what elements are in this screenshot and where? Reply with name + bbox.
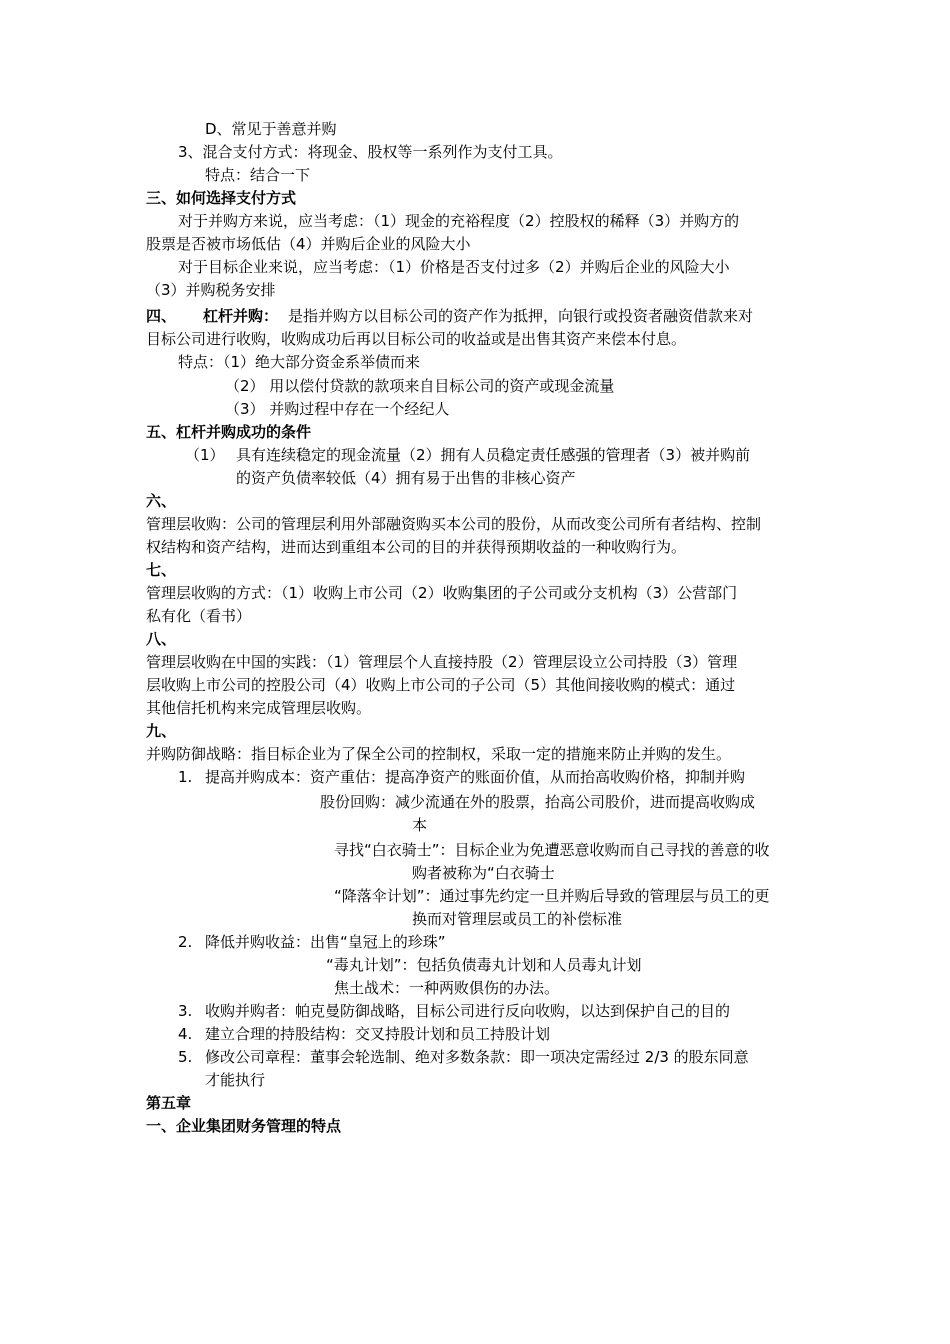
section-heading: 五、杠杆并购成功的条件 (146, 423, 312, 441)
text-line: 修改公司章程：董事会轮选制、绝对多数条款：即一项决定需经过 2/3 的股东同意 (205, 1048, 749, 1066)
text-line: 管理层收购的方式：（1）收购上市公司（2）收购集团的子公司或分支机构（3）公营部门 (146, 584, 738, 602)
text-line: 对于并购方来说，应当考虑：（1）现金的充裕程度（2）控股权的稀释（3）并购方的 (178, 212, 740, 230)
text-line: 层收购上市公司的控股公司（4）收购上市公司的子公司（5）其他间接收购的模式：通过 (146, 676, 736, 694)
text-line: 特点：（1）绝大部分资金系举债而来 (178, 353, 421, 371)
text-line: 具有连续稳定的现金流量（2）拥有人员稳定责任感强的管理者（3）被并购前 (236, 446, 751, 464)
text-line: 目标公司进行收购，收购成功后再以目标公司的收益或是出售其资产来偿本付息。 (146, 330, 687, 348)
text-line: 股票是否被市场低估（4）并购后企业的风险大小 (146, 235, 471, 253)
text-line: 权结构和资产结构，进而达到重组本公司的目的并获得预期收益的一种收购行为。 (146, 538, 687, 556)
text-line: 建立合理的持股结构：交叉持股计划和员工持股计划 (205, 1025, 551, 1043)
text-line: 其他信托机构来完成管理层收购。 (146, 699, 372, 717)
list-number: 2. (178, 933, 193, 951)
text-line: D、常见于善意并购 (205, 120, 337, 138)
section-heading: 七、 (146, 561, 177, 579)
text-line: 焦土战术：一种两败俱伤的办法。 (334, 979, 560, 997)
text-line: 收购并购者：帕克曼防御战略，目标公司进行反向收购，以达到保护自己的目的 (205, 1002, 731, 1020)
text-line: 3、混合支付方式：将现金、股权等一系列作为支付工具。 (178, 143, 563, 161)
text-line: 购者被称为“白衣骑士 (412, 864, 555, 882)
list-number: （1） (185, 446, 225, 464)
section-heading: 四、 (146, 307, 177, 325)
text-line: 管理层收购：公司的管理层利用外部融资购买本公司的股份，从而改变公司所有者结构、控制 (146, 515, 762, 533)
section-heading: 八、 (146, 630, 177, 648)
text-line: 才能执行 (205, 1071, 266, 1089)
list-number: 3. (178, 1002, 193, 1020)
text-line: “降落伞计划”：通过事先约定一旦并购后导致的管理层与员工的更 (334, 887, 770, 905)
text-line: 的资产负债率较低（4）拥有易于出售的非核心资产 (236, 469, 576, 487)
text-line: 提高并购成本：资产重估：提高净资产的账面价值，从而抬高收购价格，抑制并购 (205, 768, 746, 786)
text-line: 特点：结合一下 (205, 166, 311, 184)
text-line: 降低并购收益：出售“皇冠上的珍珠” (205, 933, 446, 951)
section-heading: 一、企业集团财务管理的特点 (146, 1117, 342, 1135)
section-heading: 三、如何选择支付方式 (146, 189, 297, 207)
text-line: 是指并购方以目标公司的资产作为抵押，向银行或投资者融资借款来对 (288, 307, 754, 325)
text-line: “毒丸计划”：包括负债毒丸计划和人员毒丸计划 (326, 956, 642, 974)
text-line: 并购防御战略：指目标企业为了保全公司的控制权，采取一定的措施来防止并购的发生。 (146, 745, 732, 763)
text-line: （3）并购税务安排 (146, 281, 276, 299)
text-line: （2） 用以偿付贷款的款项来自目标公司的资产或现金流量 (225, 377, 615, 395)
text-line: 换而对管理层或员工的补偿标准 (412, 910, 623, 928)
list-number: 4. (178, 1025, 193, 1043)
text-line: 股份回购：减少流通在外的股票，抬高公司股价，进而提高收购成 (320, 793, 756, 811)
list-number: 5. (178, 1048, 193, 1066)
text-line: 对于目标企业来说，应当考虑：（1）价格是否支付过多（2）并购后企业的风险大小 (178, 258, 730, 276)
term-heading: 杠杆并购： (203, 307, 279, 325)
section-heading: 六、 (146, 492, 177, 510)
section-heading: 九、 (146, 722, 177, 740)
text-line: （3） 并购过程中存在一个经纪人 (225, 400, 450, 418)
text-line: 私有化（看书） (146, 607, 252, 625)
text-line: 管理层收购在中国的实践：（1）管理层个人直接持股（2）管理层设立公司持股（3）管理 (146, 653, 738, 671)
chapter-heading: 第五章 (146, 1094, 192, 1112)
list-number: 1. (178, 768, 193, 786)
text-line: 寻找“白衣骑士”：目标企业为免遭恶意收购而自己寻找的善意的收 (334, 841, 770, 859)
text-line: 本 (412, 816, 428, 834)
